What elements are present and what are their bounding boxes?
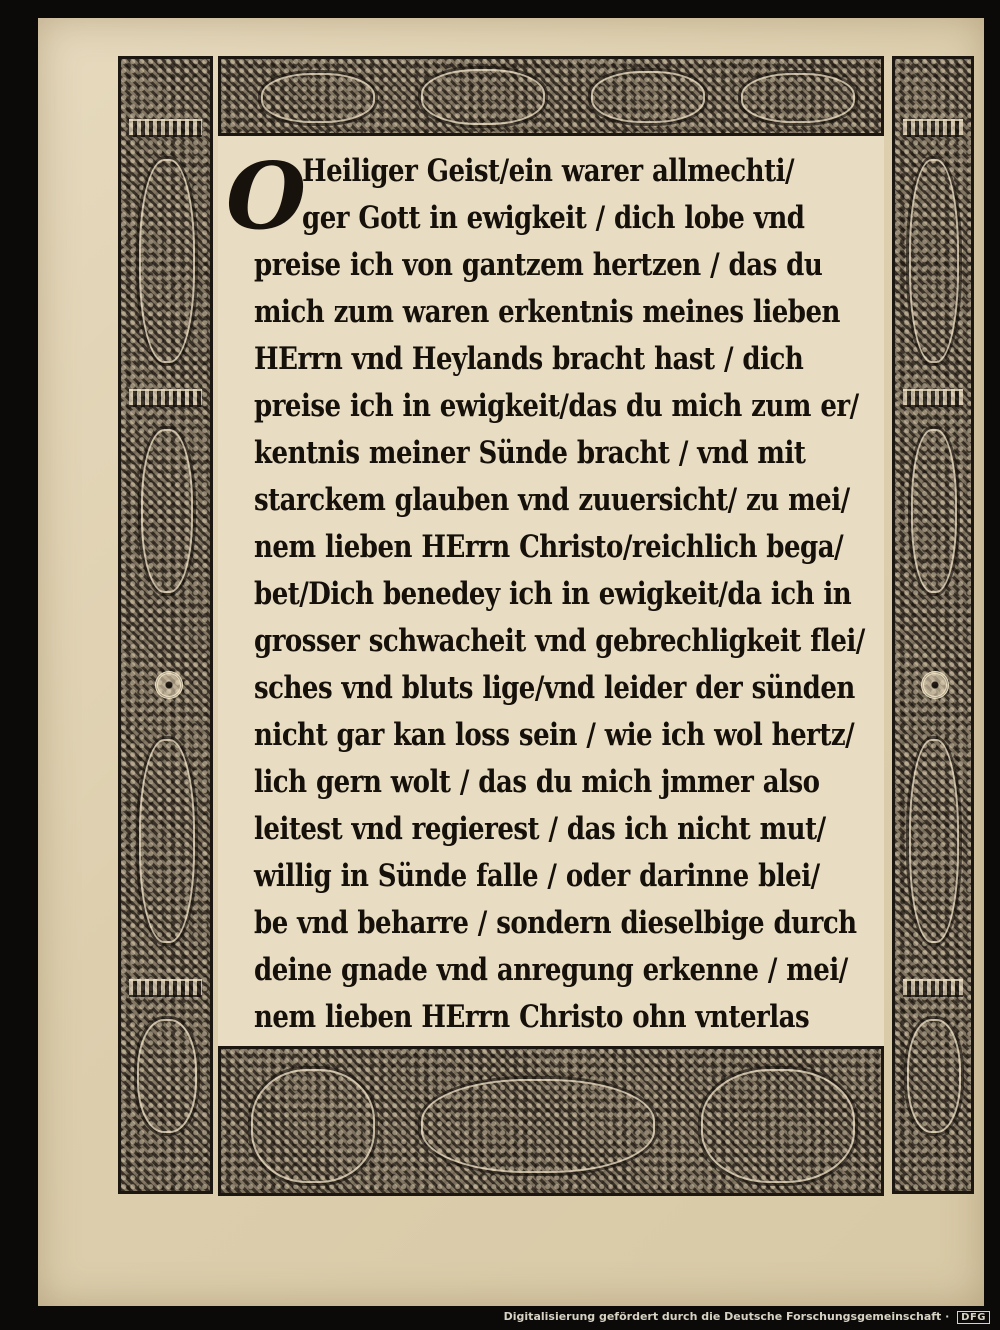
- text-line: mich zum waren erkentnis meines lieben: [254, 294, 840, 330]
- column-band: [129, 119, 202, 137]
- deer-ornament: [701, 1069, 855, 1183]
- column-band: [903, 389, 963, 407]
- column-band: [129, 389, 202, 407]
- vase-ornament: [909, 159, 959, 363]
- striped-column-ornament: [141, 429, 193, 593]
- text-line: nicht gar kan loss sein / wie ich wol hertz/: [254, 717, 855, 753]
- digitization-credit: [504, 1310, 990, 1324]
- vase-ornament: [139, 159, 195, 363]
- urn-ornament: [137, 1019, 197, 1133]
- text-line: bet/Dich benedey ich in ewigkeit/da ich in: [254, 576, 852, 612]
- text-line: lich gern wolt / das du mich jmmer also: [254, 764, 820, 800]
- column-band: [903, 979, 963, 997]
- top-woodcut-border: [218, 56, 884, 136]
- hunting-scene-ornament: [421, 1079, 655, 1173]
- rosette-ornament: [921, 671, 949, 699]
- text-line: willig in Sünde falle / oder darinne blei/: [254, 858, 820, 894]
- decorated-initial: O: [226, 142, 307, 250]
- text-line: be vnd beharre / sondern dieselbige durch: [254, 905, 857, 941]
- text-line: nem lieben HErrn Christo/reichlich bega/: [254, 529, 844, 565]
- text-line: deine gnade vnd anregung erkenne / mei/: [254, 952, 848, 988]
- text-line: HErrn vnd Heylands bracht hast / dich: [254, 341, 804, 377]
- urn-ornament: [907, 1019, 961, 1133]
- bottom-woodcut-scene: [218, 1046, 884, 1196]
- column-band: [129, 979, 202, 997]
- vase-ornament: [139, 739, 195, 943]
- leaf-ornament: [741, 73, 855, 123]
- column-band: [903, 119, 963, 137]
- text-line: grosser schwacheit vnd gebrechligkeit flei/: [254, 623, 865, 659]
- text-line: nem lieben HErrn Christo ohn vnterlas: [254, 999, 810, 1035]
- text-line: kentnis meiner Sünde bracht / vnd mit: [254, 435, 806, 471]
- text-line: leitest vnd regierest / das ich nicht mut/: [254, 811, 826, 847]
- leaf-ornament: [261, 73, 375, 123]
- credit-text: Digitalisierung gefördert durch die Deutsche Forschungsgemeinschaft ·: [503, 1310, 950, 1323]
- right-woodcut-border: [892, 56, 974, 1194]
- text-line: sches vnd bluts lige/vnd leider der sünden: [254, 670, 855, 706]
- vase-ornament: [909, 739, 959, 943]
- text-line: starckem glauben vnd zuuersicht/ zu mei/: [254, 482, 850, 518]
- striped-column-ornament: [911, 429, 957, 593]
- text-line: Heiliger Geist/ein warer allmechti/: [302, 153, 795, 189]
- leaf-ornament: [591, 71, 705, 123]
- dfg-logo: DFG: [957, 1311, 990, 1324]
- rosette-ornament: [155, 671, 183, 699]
- text-line: preise ich in ewigkeit/das du mich zum er/: [254, 388, 859, 424]
- text-line: ger Gott in ewigkeit / dich lobe vnd: [302, 200, 805, 236]
- leaf-ornament: [421, 69, 545, 125]
- left-woodcut-border: [118, 56, 213, 1194]
- tree-ornament: [251, 1069, 375, 1183]
- text-line: preise ich von gantzem hertzen / das du: [254, 247, 823, 283]
- book-page: [38, 18, 984, 1306]
- text-block: [218, 136, 884, 1046]
